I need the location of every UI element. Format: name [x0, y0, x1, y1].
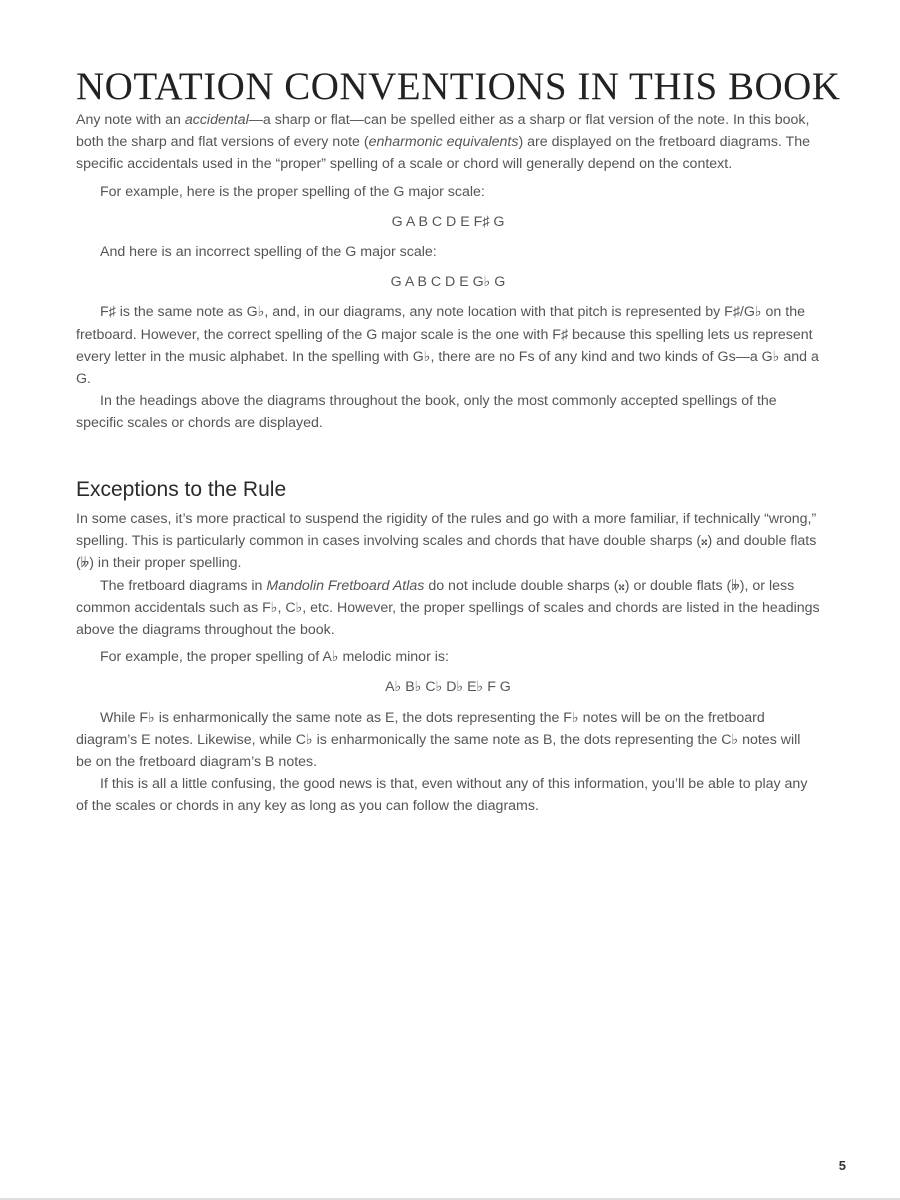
- intro-paragraph: Any note with an accidental—a sharp or flat—can be spelled either as a sharp or flat version of the note. In this book, both the sharp and flat versions of every note (enharmonic equivalents) are displayed on the fretboard diagrams. The specific accidentals used in the “proper” spelling of a scale or chord will generally depend on the context.: [76, 112, 810, 173]
- section-exceptions: [76, 508, 820, 818]
- scale-incorrect: G A B C D E G♭ G: [390, 274, 506, 291]
- melodic-minor-intro: For example, the proper spelling of A♭ melodic minor is:: [100, 649, 449, 666]
- diagrams-paragraph: The fretboard diagrams in Mandolin Fretboard Atlas do not include double sharps (𝄪) or double flats (𝄫), or less common accidentals such as F♭, C♭, etc. However, the proper spellings of scales and chords are listed in the headings above the diagrams throughout the book.: [76, 577, 820, 639]
- enharmonic-dots-paragraph: While F♭ is enharmonically the same note as E, the dots representing the F♭ notes will be on the fretboard diagram’s E notes. Likewise, while C♭ is enharmonically the same note as B, the dots representing the C♭ notes will be on the fretboard diagram’s B notes.: [76, 709, 801, 771]
- section-heading-exceptions: Exceptions to the Rule: [76, 478, 287, 501]
- section-intro: [76, 109, 820, 435]
- scale-correct: G A B C D E F♯ G: [391, 213, 505, 230]
- headings-paragraph: In the headings above the diagrams throughout the book, only the most commonly accepted spellings of the specific scales or chords are displayed.: [76, 393, 777, 432]
- enharmonic-paragraph: F♯ is the same note as G♭, and, in our diagrams, any note location with that pitch is represented by F♯/G♭ on the fretboard. However, the correct spelling of the G major scale is the one with F♯ because this spelling lets us represent every letter in the music alphabet. In the spelling with G♭, there are no Fs of any kind and two kinds of Gs—a G♭ and a G.: [76, 304, 819, 388]
- page-title: NOTATION CONVENTIONS IN THIS BOOK: [76, 65, 841, 108]
- good-news-paragraph: If this is all a little confusing, the good news is that, even without any of this information, you’ll be able to play any of the scales or chords in any key as long as you can follow the diagrams.: [76, 776, 808, 815]
- incorrect-intro-paragraph: And here is an incorrect spelling of the G major scale:: [100, 244, 437, 261]
- exceptions-paragraph: In some cases, it’s more practical to suspend the rigidity of the rules and go with a more familiar, if technically “wrong,” spelling. This is particularly common in cases involving scales and chords that have double sharps (𝄪) and double flats (𝄫) in their proper spelling.: [76, 511, 817, 572]
- scale-example: A♭ B♭ C♭ D♭ E♭ F G: [385, 679, 511, 696]
- page-number: 5: [838, 1158, 846, 1173]
- example-intro-paragraph: For example, here is the proper spelling of the G major scale:: [100, 183, 485, 200]
